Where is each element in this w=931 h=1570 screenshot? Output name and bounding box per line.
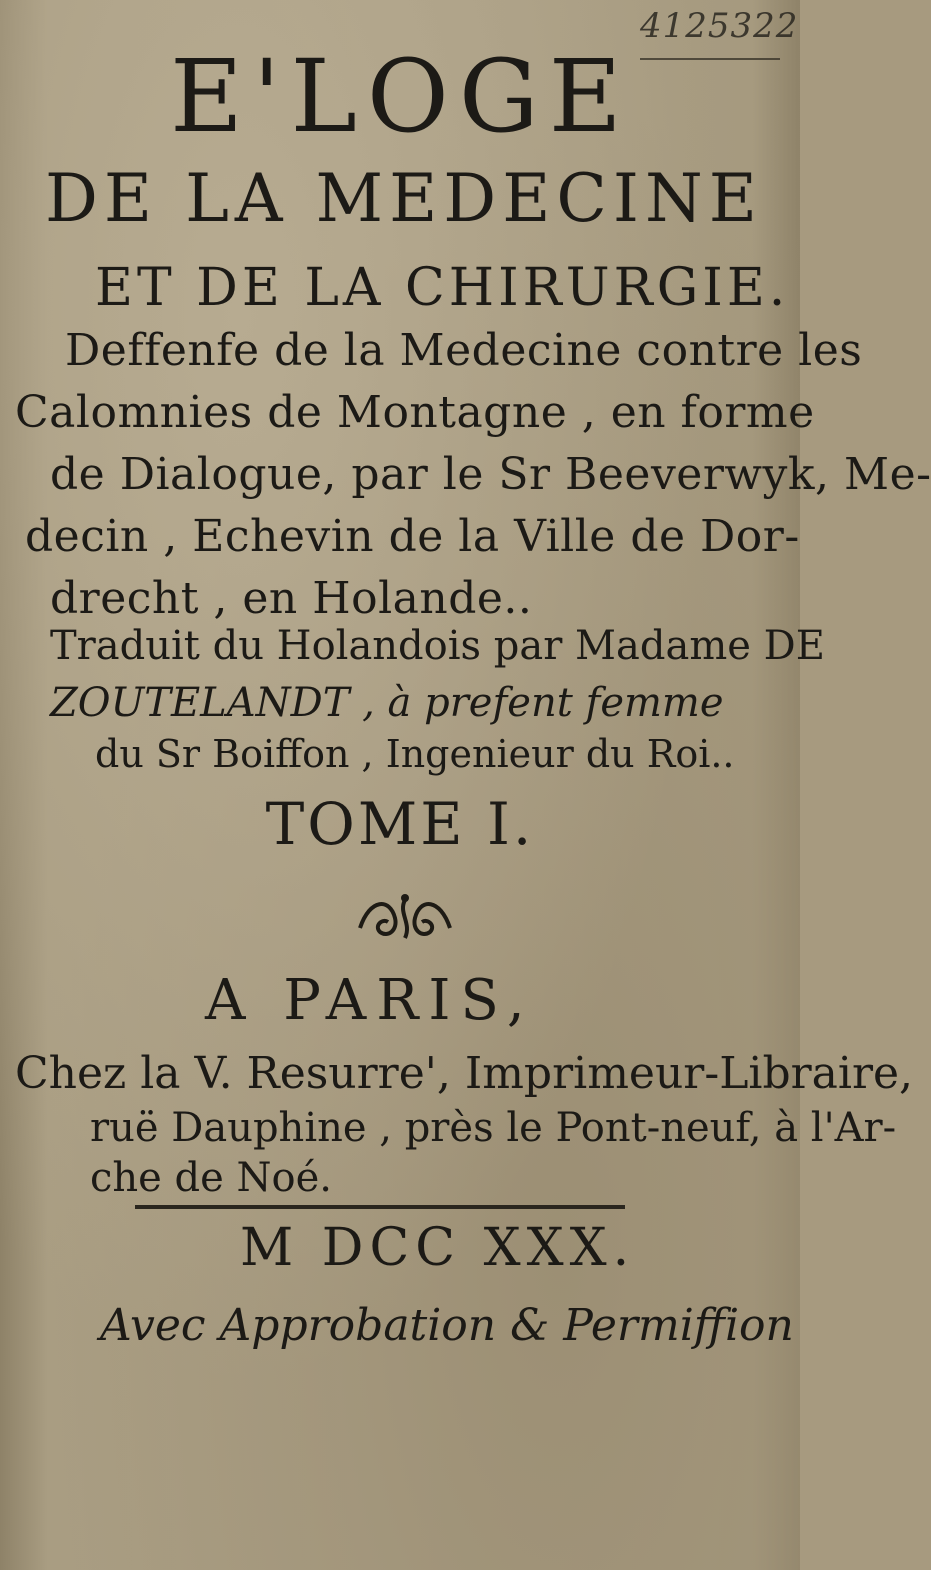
translator-line-3: du Sr Boiffon , Ingenieur du Roi.. [95,732,735,776]
subtitle-line-2: Calomnies de Montagne , en forme [15,387,815,438]
publisher-line-1: Chez la V. Resurre', Imprimeur-Libraire, [15,1048,914,1099]
publication-date: M DCC XXX. [240,1218,636,1278]
subtitle-line-3: de Dialogue, par le Sr Beeverwyk, Me- [50,449,931,500]
subtitle-line-1: Deffenfe de la Medecine contre les [65,325,863,376]
subtitle-line-5: drecht , en Holande.. [50,573,533,624]
translator-line-2: ZOUTELANDT , à prefent femme [50,680,724,726]
fleuron-ornament [350,888,460,948]
translator-line-1: Traduit du Holandois par Madame DE [50,623,825,669]
title-line-3: ET DE LA CHIRURGIE. [95,258,790,318]
publisher-line-3: che de Noé. [90,1155,333,1201]
title-line-2: DE LA MEDECINE [45,160,763,237]
publisher-line-2: ruë Dauphine , près le Pont-neuf, à l'Ar- [90,1105,897,1151]
place-of-publication: A PARIS, [205,968,535,1033]
handwritten-mark: 4125322 [640,6,799,46]
subtitle-line-4: decin , Echevin de la Ville de Dor- [25,511,800,562]
tome-number: TOME I. [265,790,535,858]
approbation-line: Avec Approbation & Permiffion [100,1300,794,1351]
title-line-1: E'LOGE [170,38,632,155]
horizontal-rule [135,1205,625,1209]
